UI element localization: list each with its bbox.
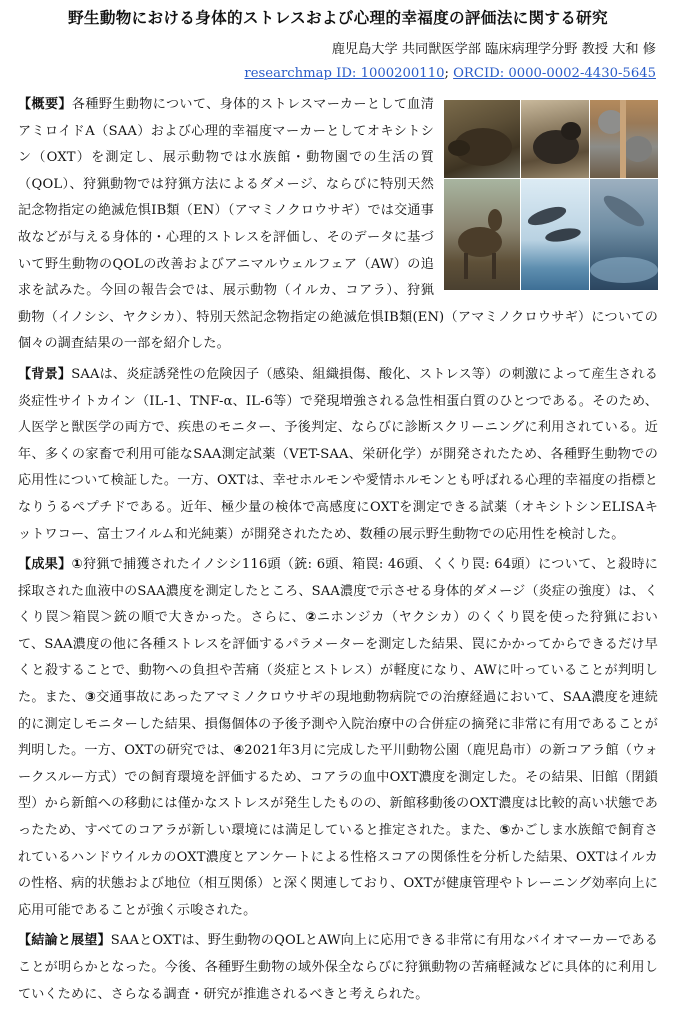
result-marker-3: ③ (84, 690, 97, 706)
conclusion-text: SAAとOXTは、野生動物のQOLとAW向上に応用できる非常に有用なバイオマーカーであることが明らかとなった。今後、各種野生動物の域外保全ならびに狩猟動物の苦痛軽減などに具体的に利用していくために、さらなる調査・研究が推進されるべきと考えられた。 (18, 933, 658, 1002)
result-marker-2: ② (305, 610, 317, 626)
author-links (244, 66, 656, 81)
background-text: SAAは、炎症誘発性の危険因子（感染、組織損傷、酸化、ストレス等）の刺激によって産生される炎症性サイトカイン（IL-1、TNF-α、IL-6等）で発現増強される急性相蛋白質のひとつである。そのため、人医学と獣医学の両方で、疾患のモニター、予後判定、ならびに診断スクリーニングに利用されている。近年、多くの家畜で利用可能なSAA測定試薬（VET-SAA、栄研化学）が開発されたため、各種野生動物での応用性について検証した。一方、OXTは、幸せホルモンや愛情ホルモンとも呼ばれる心理的幸福度の指標となりうるペプチドである。近年、極少量の検体で高感度にOXTを測定できる試薬（オキシトシンELISAキットワコー、富士フイルム和光純薬）が開発されたため、数種の展示野生動物での応用性を検討した。 (18, 366, 658, 542)
jumping-dolphins-photo (521, 179, 589, 290)
dolphin-in-pool-photo (590, 179, 658, 290)
koalas-photo (590, 100, 658, 178)
conclusion-heading: 【結論と展望】 (18, 933, 111, 949)
page-title: 野生動物における身体的ストレスおよび心理的幸福度の評価法に関する研究 (68, 9, 608, 27)
photo-collage (444, 100, 658, 290)
overview-section (18, 92, 658, 358)
results-section (18, 552, 658, 924)
result-text-4: 2021年3月に完成した平川動物公園（鹿児島市）の新コアラ館（ウォークスルー方式）での飼育環境を評価するため、コアラの血中OXT濃度を測定した。その結果、旧館（閉鎖型）から新館への移動には僅かなストレスが発生したものの、新館移動後のOXT濃度は比較的高い状態であったため、すべてのコアラが新しい環境には満足していると推定された。また、 (18, 743, 659, 839)
article-body (18, 92, 658, 1012)
conclusion-section (18, 928, 658, 1008)
result-marker-1: ① (71, 557, 83, 573)
link-separator: ; (444, 66, 454, 81)
result-marker-5: ⑤ (499, 823, 511, 839)
result-text-1: 狩猟で捕獲されたイノシシ116頭（銃: 6頭、箱罠: 46頭、くくり罠: 64頭）について、と殺時に採取された血液中のSAA濃度を測定したところ、SAA濃度で示させる身体的ダメージ（炎症の強度）は、くくり罠＞箱罠＞銃の順で大きかった。さらに、 (18, 557, 658, 626)
result-marker-4: ④ (232, 743, 245, 759)
overview-text: 各種野生動物について、身体的ストレスマーカーとして血清アミロイドA（SAA）および心理的幸福度マーカーとしてオキシトシン（OXT）を測定し、展示動物では水族館・動物園での生活の質（QOL）、狩猟動物では狩猟方法によるダメージ、ならびに特別天然記念物指定の絶滅危惧IB類（EN）（アマミノクロウサギ）では交通事故などが与える身体的・心理的ストレスを評価し、そのデータに基づいて野生動物のQOLの改善およびアニマルウェルフェア（AW）の追求を試みた。今回の報告会では、展示動物（イルカ、コアラ）、狩猟動物（イノシシ、ヤクシカ）、特別天然記念物指定の絶滅危惧IB類(EN)（アマミノクロウサギ）についての個々の調査結果の一部を紹介した。 (18, 97, 658, 352)
background-section (18, 362, 658, 548)
sika-deer-photo (444, 179, 520, 290)
researchmap-link[interactable]: researchmap ID: 1000200110 (244, 66, 445, 81)
orcid-link[interactable]: ORCID: 0000-0002-4430-5645 (453, 66, 656, 81)
background-heading: 【背景】 (18, 366, 72, 382)
result-text-2: ニホンジカ（ヤクシカ）のくくり罠を使った狩猟において、SAA濃度の他に各種ストレスを評価するパラメーターを測定した結果、罠にかかってからできるだけ早くと殺することで、動物への負担や苦痛（炎症とストレス）が軽度になり、AWに叶っていることが判明した。また、 (18, 610, 658, 706)
result-text-5: かごしま水族館で飼育されているハンドウイルカのOXT濃度とアンケートによる性格スコアの関係性を分析した結果、OXTはイルカの性格、病的状態および地位（相互関係）と深く関連しており、OXTが健康管理やトレーニング効率向上に応用可能であることが強く示唆された。 (18, 823, 658, 918)
wild-boar-photo (444, 100, 520, 178)
amami-rabbit-photo (521, 100, 589, 178)
author-affiliation: 鹿児島大学 共同獣医学部 臨床病理学分野 教授 大和 修 (331, 42, 656, 57)
results-heading: 【成果】 (18, 557, 72, 573)
result-text-3: 交通事故にあったアマミノクロウサギの現地動物病院での治療経過において、SAA濃度を連続的に測定しモニターした結果、損傷個体の予後予測や入院治療中の合併症の摘発に非常に有用であることが判明した。一方、OXTの研究では、 (18, 690, 659, 759)
overview-heading: 【概要】 (18, 97, 72, 112)
